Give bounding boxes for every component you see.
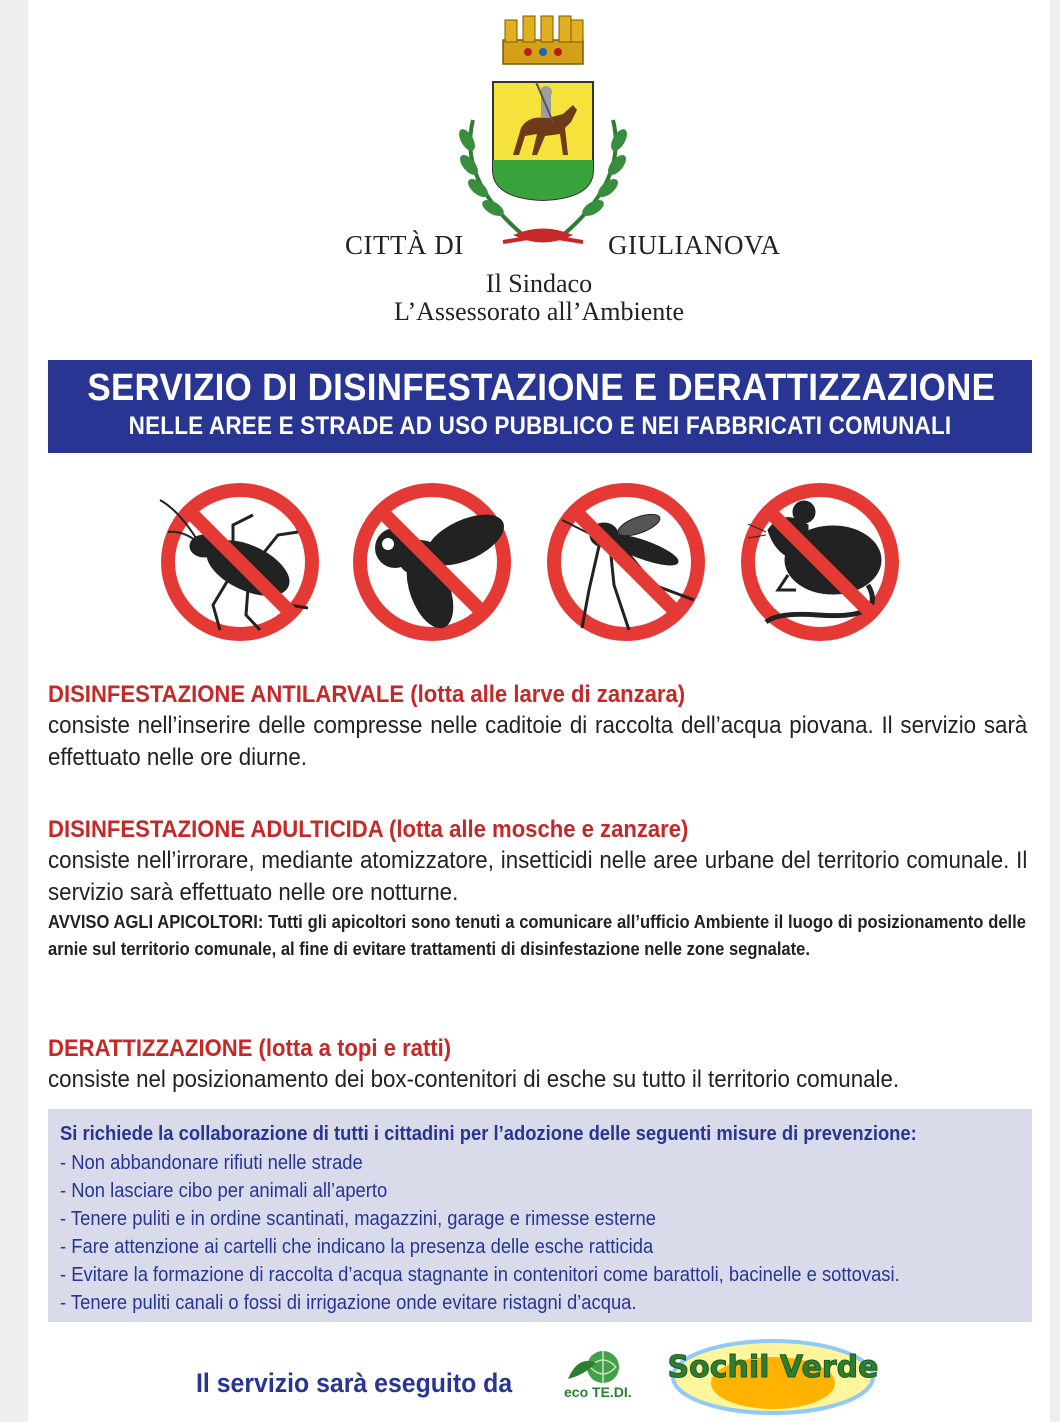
poster [28, 0, 1050, 1422]
prevention-item: - Evitare la formazione di raccolta d’acqua stagnante in contenitori come barattoli, bacinelle e sottovasi. [60, 1264, 900, 1286]
section-body: consiste nell’irrorare, mediante atomizzatore, insetticidi nelle aree urbane del territorio comunale. Il servizio sarà effettuato nelle ore notturne. [48, 847, 1028, 906]
title-banner [48, 360, 1032, 453]
prevention-item: - Tenere puliti e in ordine scantinati, magazzini, garage e rimesse esterne [60, 1208, 656, 1230]
city-label-left: CITTÀ DI [345, 230, 464, 260]
section-body: consiste nell’inserire delle compresse nelle caditoie di raccolta dell’acqua piovana. Il servizio sarà effettuato nelle ore diurne. [48, 712, 1028, 771]
service-by-label: Il servizio sarà eseguito da [196, 1368, 513, 1398]
section-adulticida [48, 815, 1028, 963]
authority-block [28, 270, 1050, 326]
cockroach-icon [158, 480, 322, 644]
prevention-item: - Non lasciare cibo per animali all’aperto [60, 1180, 388, 1202]
environment-office-label: L’Assessorato all’Ambiente [393, 297, 685, 326]
notice-label: AVVISO AGLI APICOLTORI: [48, 912, 264, 932]
ecotedi-logo-text: eco TE.DI. [564, 1384, 632, 1400]
section-title: DISINFESTAZIONE ANTILARVALE (lotta alle larve di zanzara) [48, 681, 686, 708]
section-title: DISINFESTAZIONE ADULTICIDA (lotta alle mosche e zanzare) [48, 816, 689, 843]
fly-icon [350, 480, 514, 644]
header [28, 0, 1050, 350]
section-antilarvale [48, 680, 1028, 774]
rat-icon [738, 480, 902, 644]
banner-title: SERVIZIO DI DISINFESTAZIONE E DERATTIZZAZIONE [87, 367, 996, 409]
section-derattizzazione [48, 1034, 1028, 1096]
section-body: consiste nel posizionamento dei box-contenitori di esche su tutto il territorio comunale. [48, 1066, 900, 1093]
sochil-verde-text: Sochil Verde [667, 1350, 879, 1385]
city-crest-icon [433, 10, 653, 260]
prevention-item: - Tenere puliti canali o fossi di irrigazione onde evitare ristagni d’acqua. [60, 1292, 637, 1314]
banner-subtitle: NELLE AREE E STRADE AD USO PUBBLICO E NEI FABBRICATI COMUNALI [128, 412, 952, 440]
sochil-verde-logo [653, 1335, 893, 1415]
prevention-heading: Si richiede la collaborazione di tutti i cittadini per l’adozione delle seguenti misure di prevenzione: [60, 1123, 917, 1145]
mayor-label: Il Sindaco [485, 269, 593, 298]
pest-icons-row [158, 480, 928, 645]
prevention-item: - Fare attenzione ai cartelli che indicano la presenza delle esche ratticida [60, 1236, 654, 1258]
mosquito-icon [544, 480, 708, 644]
prevention-item: - Non abbandonare rifiuti nelle strade [60, 1152, 363, 1174]
section-title: DERATTIZZAZIONE (lotta a topi e ratti) [48, 1035, 452, 1062]
notice-text: Tutti gli apicoltori sono tenuti a comunicare all’ufficio Ambiente il luogo di posizionamento delle arnie sul territorio comunale, al fine di evitare trattamenti di disinfestazione nelle zone segnalate. [48, 912, 1026, 959]
beekeepers-notice [48, 909, 1026, 963]
city-label-right: GIULIANOVA [608, 230, 781, 260]
prevention-box [48, 1109, 1032, 1322]
